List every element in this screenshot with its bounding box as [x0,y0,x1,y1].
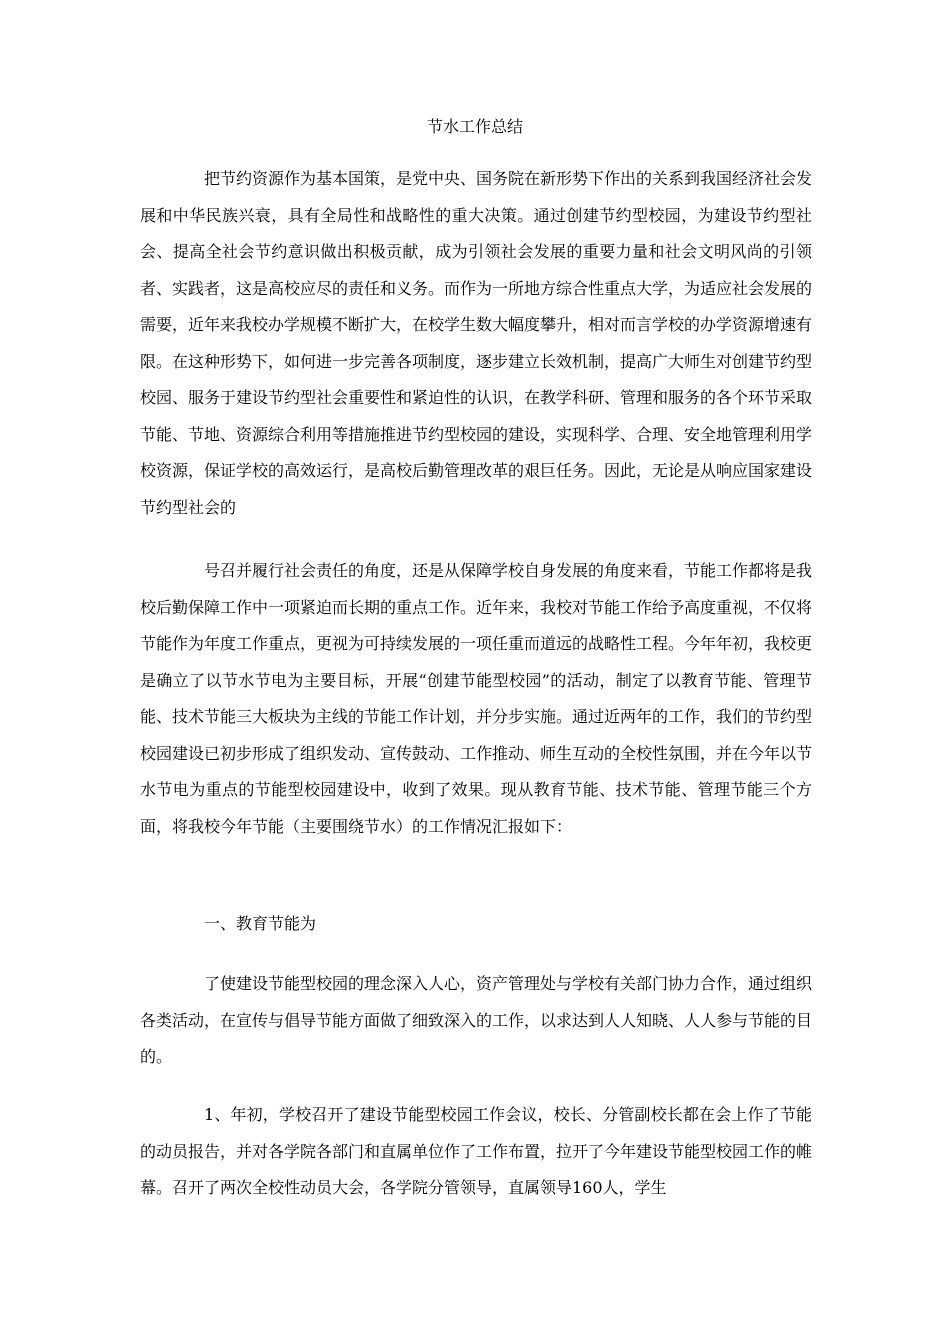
paragraph-3: 了使建设节能型校园的理念深入人心，资产管理处与学校有关部门协力合作，通过组织各类活动，在宣传与倡导节能方面做了细致深入的工作，以求达到人人知晓、人人参与节能的目的。 [140,974,813,1066]
document-title: 节水工作总结 [426,117,523,136]
paragraph-1: 把节约资源作为基本国策，是党中央、国务院在新形势下作出的关系到我国经济社会发展和中华民族兴衰，具有全局性和战略性的重大决策。通过创建节约型校园，为建设节约型社会、提高全社会节约意识做出积极贡献，成为引领社会发展的重要力量和社会文明风尚的引领者、实践者，这是高校应尽的责任和义务。而作为一所地方综合性重点大学，为适应社会发展的需要，近年来我校办学规模不断扩大，在校学生数大幅度攀升，相对而言学校的办学资源增速有限。在这种形势下，如何进一步完善各项制度，逐步建立长效机制，提高广大师生对创建节约型校园、服务于建设节约型社会重要性和紧迫性的认识，在教学科研、管理和服务的各个环节采取节能、节地、资源综合利用等措施推进节约型校园的建设，实现科学、合理、安全地管理利用学校资源，保证学校的高效运行，是高校后勤管理改革的艰巨任务。因此，无论是从响应国家建设节约型社会的 [140,169,813,517]
paragraph-2: 号召并履行社会责任的角度，还是从保障学校自身发展的角度来看，节能工作都将是我校后勤保障工作中一项紧迫而长期的重点工作。近年来，我校对节能工作给予高度重视，不仅将节能作为年度工作重点，更视为可持续发展的一项任重而道远的战略性工程。今年年初，我校更是确立了以节水节电为主要目标，开展“创建节能型校园”的活动，制定了以教育节能、管理节能、技术节能三大板块为主线的节能工作计划，并分步实施。通过近两年的工作，我们的节约型校园建设已初步形成了组织发动、宣传鼓动、工作推动、师生互动的全校性氛围，并在今年以节水节电为重点的节能型校园建设中，收到了效果。现从教育节能、技术节能、管理节能三个方面，将我校今年节能（主要围绕节水）的工作情况汇报如下： [140,561,813,836]
section-heading: 一、教育节能为 [204,914,317,933]
paragraph-4: 1、年初，学校召开了建设节能型校园工作会议，校长、分管副校长都在会上作了节能的动员报告，并对各学院各部门和直属单位作了工作布置，拉开了今年建设节能型校园工作的帷幕。召开了两次全校性动员大会，各学院分管领导，直属领导160人，学生 [140,1105,813,1197]
